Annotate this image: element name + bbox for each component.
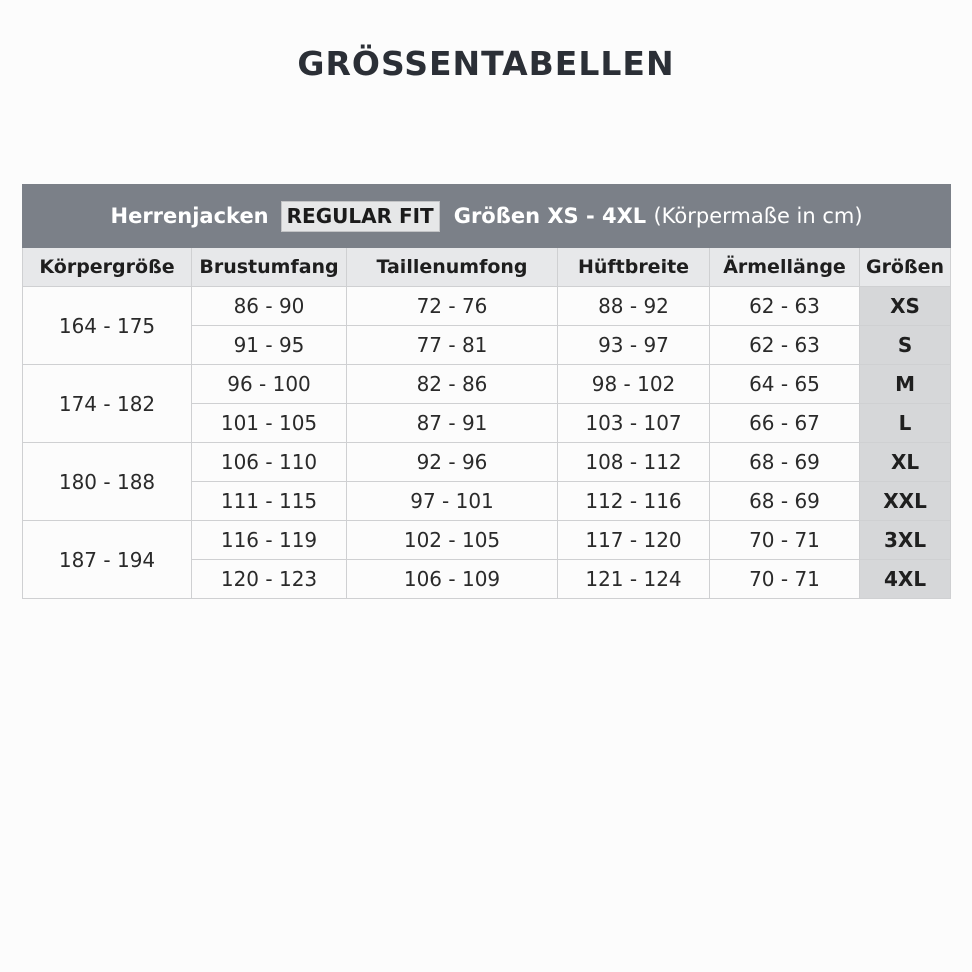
sleeve-cell: 70 - 71 (710, 521, 860, 560)
waist-cell: 106 - 109 (347, 560, 558, 599)
col-header-waist: Taillenumfong (347, 248, 558, 287)
col-header-sleeve: Ärmellänge (710, 248, 860, 287)
size-label-cell: XL (860, 443, 951, 482)
banner-size-range: Größen XS - 4XL (453, 203, 647, 228)
chest-cell: 120 - 123 (192, 560, 347, 599)
size-label-cell: 3XL (860, 521, 951, 560)
hip-cell: 88 - 92 (558, 287, 710, 326)
hip-cell: 103 - 107 (558, 404, 710, 443)
waist-cell: 72 - 76 (347, 287, 558, 326)
chest-cell: 106 - 110 (192, 443, 347, 482)
chest-cell: 96 - 100 (192, 365, 347, 404)
col-header-chest: Brustumfang (192, 248, 347, 287)
table-row (23, 443, 951, 482)
sleeve-cell: 66 - 67 (710, 404, 860, 443)
hip-cell: 112 - 116 (558, 482, 710, 521)
banner-product: Herrenjacken (110, 203, 269, 228)
hip-cell: 98 - 102 (558, 365, 710, 404)
waist-cell: 102 - 105 (347, 521, 558, 560)
sleeve-cell: 62 - 63 (710, 326, 860, 365)
col-header-hip: Hüftbreite (558, 248, 710, 287)
table-row (23, 287, 951, 326)
chest-cell: 111 - 115 (192, 482, 347, 521)
size-label-cell: M (860, 365, 951, 404)
col-header-height: Körpergröße (23, 248, 192, 287)
sleeve-cell: 68 - 69 (710, 443, 860, 482)
height-range-cell: 164 - 175 (23, 287, 192, 365)
waist-cell: 92 - 96 (347, 443, 558, 482)
chest-cell: 86 - 90 (192, 287, 347, 326)
waist-cell: 87 - 91 (347, 404, 558, 443)
size-chart-table (22, 184, 951, 599)
banner-note: (Körpermaße in cm) (653, 203, 863, 228)
size-label-cell: XXL (860, 482, 951, 521)
size-label-cell: 4XL (860, 560, 951, 599)
page-title: GRÖSSENTABELLEN (297, 44, 675, 83)
chest-cell: 101 - 105 (192, 404, 347, 443)
sleeve-cell: 68 - 69 (710, 482, 860, 521)
hip-cell: 108 - 112 (558, 443, 710, 482)
size-label-cell: XS (860, 287, 951, 326)
fit-badge-bold: REGULAR (286, 203, 392, 228)
waist-cell: 97 - 101 (347, 482, 558, 521)
fit-badge-light: FIT (398, 203, 434, 228)
height-range-cell: 187 - 194 (23, 521, 192, 599)
sleeve-cell: 70 - 71 (710, 560, 860, 599)
waist-cell: 77 - 81 (347, 326, 558, 365)
hip-cell: 117 - 120 (558, 521, 710, 560)
hip-cell: 121 - 124 (558, 560, 710, 599)
waist-cell: 82 - 86 (347, 365, 558, 404)
hip-cell: 93 - 97 (558, 326, 710, 365)
sleeve-cell: 64 - 65 (710, 365, 860, 404)
chest-cell: 116 - 119 (192, 521, 347, 560)
table-row (23, 365, 951, 404)
height-range-cell: 174 - 182 (23, 365, 192, 443)
fit-badge (281, 201, 440, 232)
col-header-size: Größen (860, 248, 951, 287)
table-banner (23, 185, 951, 248)
size-label-cell: S (860, 326, 951, 365)
size-label-cell: L (860, 404, 951, 443)
chest-cell: 91 - 95 (192, 326, 347, 365)
sleeve-cell: 62 - 63 (710, 287, 860, 326)
height-range-cell: 180 - 188 (23, 443, 192, 521)
table-row (23, 521, 951, 560)
